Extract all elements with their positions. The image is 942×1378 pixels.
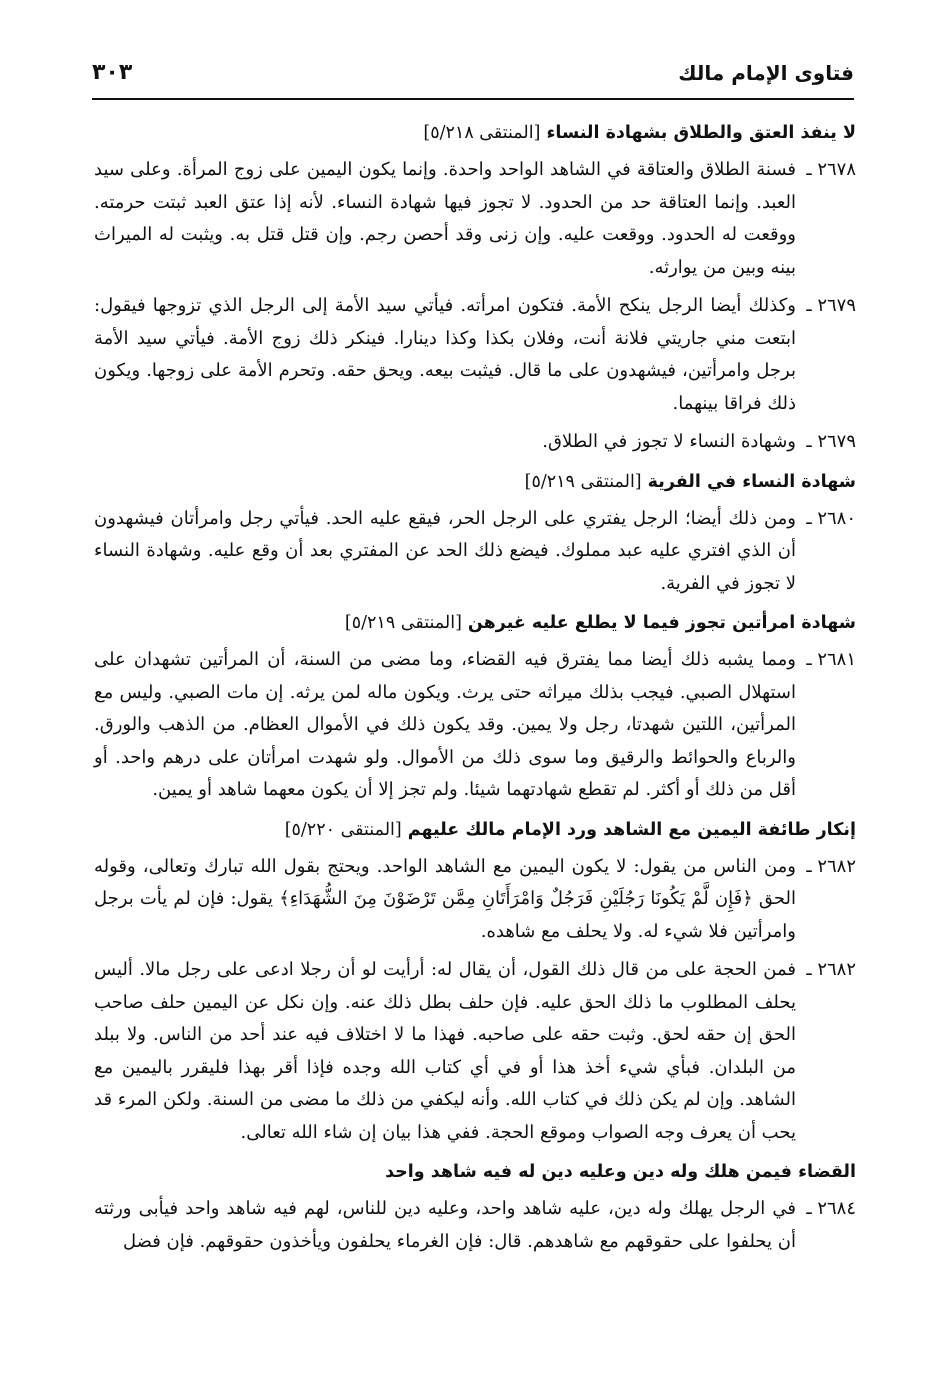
section-oath-with-witness (94, 815, 856, 1150)
paragraph-number: ٢٦٨٠ ـ (806, 507, 856, 529)
paragraph-number: ٢٦٧٨ ـ (806, 159, 856, 180)
section-title: شهادة النساء في الفرية (647, 471, 856, 492)
paragraph-text: وشهادة النساء لا تجوز في الطلاق. (542, 431, 796, 452)
paragraph-number: ٢٦٨٢ ـ (806, 959, 856, 980)
paragraph-number: ٢٦٨٢ ـ (806, 855, 856, 877)
section-heading (94, 815, 856, 845)
section-title: شهادة امرأتين تجوز فيما لا يطلع عليه غيرهن (467, 613, 856, 633)
page-body (94, 118, 856, 1264)
paragraph-text: ومن ذلك أيضا؛ الرجل يفتري على الرجل الحر، فيقع عليه الحد. فيأتي رجل وامرأتان فيشهدون أن الذي افتري عليه عبد مملوك. فيضع ذلك الحد عن المفتري بعد أن وقع عليه. وشهادة النساء لا تجوز في الفرية. (94, 507, 796, 594)
numbered-paragraph (94, 154, 856, 284)
section-heading (94, 1157, 856, 1187)
section-title: القضاء فيمن هلك وله دين وعليه دين له فيه شاهد واحد (385, 1162, 856, 1182)
numbered-paragraph (94, 851, 856, 949)
page-number: ٣٠٣ (92, 60, 133, 85)
section-heading (94, 118, 856, 148)
source-reference: [المنتقى ٥/٢١٩] (344, 613, 462, 633)
paragraph-number: ٢٦٧٩ ـ (806, 431, 856, 452)
source-reference: [المنتقى ٥/٢١٨] (423, 123, 541, 143)
source-reference: [المنتقى ٥/٢٢٠] (284, 819, 402, 840)
running-header (92, 58, 854, 94)
paragraph-number: ٢٦٧٩ ـ (806, 295, 856, 316)
paragraph-number: ٢٦٨٤ ـ (806, 1198, 856, 1219)
section-heading (94, 467, 856, 497)
source-reference: [المنتقى ٥/٢١٩] (524, 471, 642, 492)
section-slander-testimony (94, 467, 856, 601)
paragraph-text: فسنة الطلاق والعتاقة في الشاهد الواحد واحدة. وإنما يكون اليمين على زوج المرأة. وعلى سيد العبد. وإنما العتاقة حد من الحدود. لا تجوز فيها شهادة النساء. لأنه إذا عتق العبد ثبتت حرمته. ووقعت له الحدود. ووقعت عليه. وإن زنى وقد أحصن رجم. وإن قتل قتل به. ويثبت له الميراث بينه وبين من يوارثه. (94, 159, 796, 278)
paragraph-text: وكذلك أيضا الرجل ينكح الأمة. فتكون امرأته. فيأتي سيد الأمة إلى الرجل الذي تزوجها فيقول: ابتعت مني جاريتي فلانة أنت، وفلان بكذا وكذا دينارا. فينكر ذلك زوج الأمة. فيأتي سيد الأمة برجل وامرأتين، فيشهدون على ما قال. فيثبت بيعه. ويحق حقه. وتحرم الأمة على زوجها. ويكون ذلك فراقا بينهما. (94, 295, 796, 414)
section-two-women-testimony (94, 608, 856, 807)
header-divider (92, 98, 854, 100)
section-title: إنكار طائفة اليمين مع الشاهد ورد الإمام مالك عليهم (407, 819, 856, 840)
section-title: لا ينفذ العتق والطلاق بشهادة النساء (546, 123, 856, 143)
numbered-paragraph (94, 426, 856, 459)
numbered-paragraph (94, 954, 856, 1149)
paragraph-text: ومن الناس من يقول: لا يكون اليمين مع الشاهد الواحد. ويحتج بقول الله تبارك وتعالى، وقوله الحق ﴿فَإِن لَّمْ يَكُونَا رَجُلَيْنِ فَرَجُلٌ وَامْرَأَتَانِ مِمَّن تَرْضَوْنَ مِنَ الشُّهَدَاءِ﴾ يقول: فإن لم يأت برجل وامرأتين فلا شيء له. ولا يحلف مع شاهده. (94, 855, 796, 942)
section-no-execution (94, 118, 856, 459)
numbered-paragraph (94, 503, 856, 601)
paragraph-number: ٢٦٨١ ـ (806, 649, 856, 670)
paragraph-text: فمن الحجة على من قال ذلك القول، أن يقال له: أرأيت لو أن رجلا ادعى على رجل مالا. أليس يحلف المطلوب ما ذلك الحق عليه. فإن حلف بطل ذلك عنه. وإن نكل عن اليمين حلف صاحب الحق إن حقه لحق. وثبت حقه على صاحبه. فهذا ما لا اختلاف فيه عند أحد من الناس. ولا ببلد من البلدان. فبأي شيء أخذ هذا أو في أي كتاب الله وجده فإذا أقر بهذا فليقرر باليمين مع الشاهد. وإن لم يكن ذلك في كتاب الله. وأنه ليكفي من ذلك ما مضى من السنة. ولكن المرء قد يحب أن يعرف وجه الصواب وموقع الحجة. ففي هذا بيان إن شاء الله تعالى. (94, 959, 796, 1143)
section-debt-judgment (94, 1157, 856, 1258)
numbered-paragraph (94, 644, 856, 807)
numbered-paragraph (94, 1193, 856, 1258)
paragraph-text: ومما يشبه ذلك أيضا مما يفترق فيه القضاء، وما مضى من السنة، أن المرأتين تشهدان على استهلال الصبي. فيجب بذلك ميراثه حتى يرث. ويكون ماله لمن يرثه. إن مات الصبي. وليس مع المرأتين، اللتين شهدتا، رجل ولا يمين. وقد يكون ذلك في الأموال العظام. من الذهب والورق. والرباع والحوائط والرقيق وما سوى ذلك من الأموال. ولو شهدت امرأتان على درهم واحد. أو أقل من ذلك أو أكثر. لم تقطع شهادتهما شيئا. ولم تجز إلا أن يكون معهما شاهد أو يمين. (94, 649, 796, 800)
paragraph-text: في الرجل يهلك وله دين، عليه شاهد واحد، وعليه دين للناس، لهم فيه شاهد واحد فيأبى ورثته أن يحلفوا على حقوقهم مع شاهدهم. قال: فإن الغرماء يحلفون ويأخذون حقوقهم. فإن فضل (94, 1198, 796, 1252)
book-title: فتاوى الإمام مالك (678, 61, 854, 85)
numbered-paragraph (94, 290, 856, 420)
section-heading (94, 608, 856, 638)
